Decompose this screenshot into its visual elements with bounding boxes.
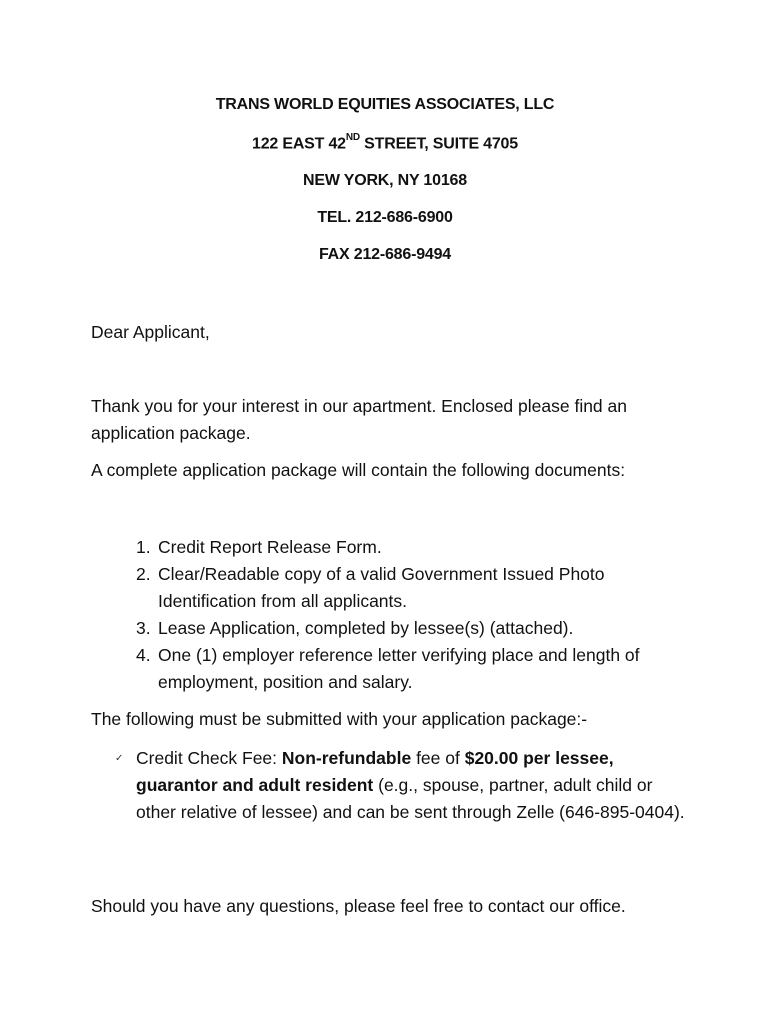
fee-prefix: Credit Check Fee:: [136, 748, 282, 768]
list-item-number: 3.: [136, 618, 151, 638]
list-item-text: Clear/Readable copy of a valid Government Issued Photo Identification from all applicants.: [158, 564, 605, 611]
list-item-number: 2.: [136, 564, 151, 584]
list-item: [136, 642, 696, 696]
list-item-text: One (1) employer reference letter verifying place and length of employment, position and salary.: [158, 645, 640, 692]
check-mark-icon: ✓: [115, 753, 124, 764]
company-name: TRANS WORLD EQUITIES ASSOCIATES, LLC: [215, 96, 555, 113]
list-item-text: Credit Report Release Form.: [158, 537, 382, 557]
address-prefix: 122 EAST 42: [252, 135, 346, 153]
fee-mid: fee of: [411, 748, 465, 768]
documents-intro: A complete application package will contain the following documents:: [91, 460, 626, 480]
fee-details: (e.g., spouse, partner, adult child or other relative of lessee) and can be sent through Zelle (646-895-0404).: [136, 775, 685, 822]
intro-paragraph: Thank you for your interest in our apartment. Enclosed please find an application package.: [91, 396, 627, 443]
address-suffix: STREET, SUITE 4705: [359, 135, 518, 153]
list-item: [136, 534, 696, 561]
company-fax: FAX 212-686-9494: [318, 246, 451, 263]
closing-paragraph: Should you have any questions, please feel free to contact our office.: [91, 896, 626, 916]
list-item: [136, 561, 696, 615]
credit-check-fee: [136, 745, 696, 826]
fee-amount: $20.00 per lessee, guarantor and adult resident: [136, 748, 614, 795]
documents-list: [136, 534, 696, 696]
address-superscript: ND: [345, 132, 360, 143]
list-item-text: Lease Application, completed by lessee(s) (attached).: [158, 618, 574, 638]
company-city: NEW YORK, NY 10168: [303, 172, 467, 189]
list-item: [136, 615, 696, 642]
salutation: Dear Applicant,: [91, 322, 210, 342]
company-telephone: TEL. 212-686-6900: [317, 209, 453, 226]
company-address: [0, 134, 770, 153]
list-item-number: 4.: [136, 645, 151, 665]
list-item-number: 1.: [136, 537, 151, 557]
submission-intro: The following must be submitted with your application package:-: [91, 709, 588, 729]
fee-non-refundable: Non-refundable: [281, 748, 412, 768]
